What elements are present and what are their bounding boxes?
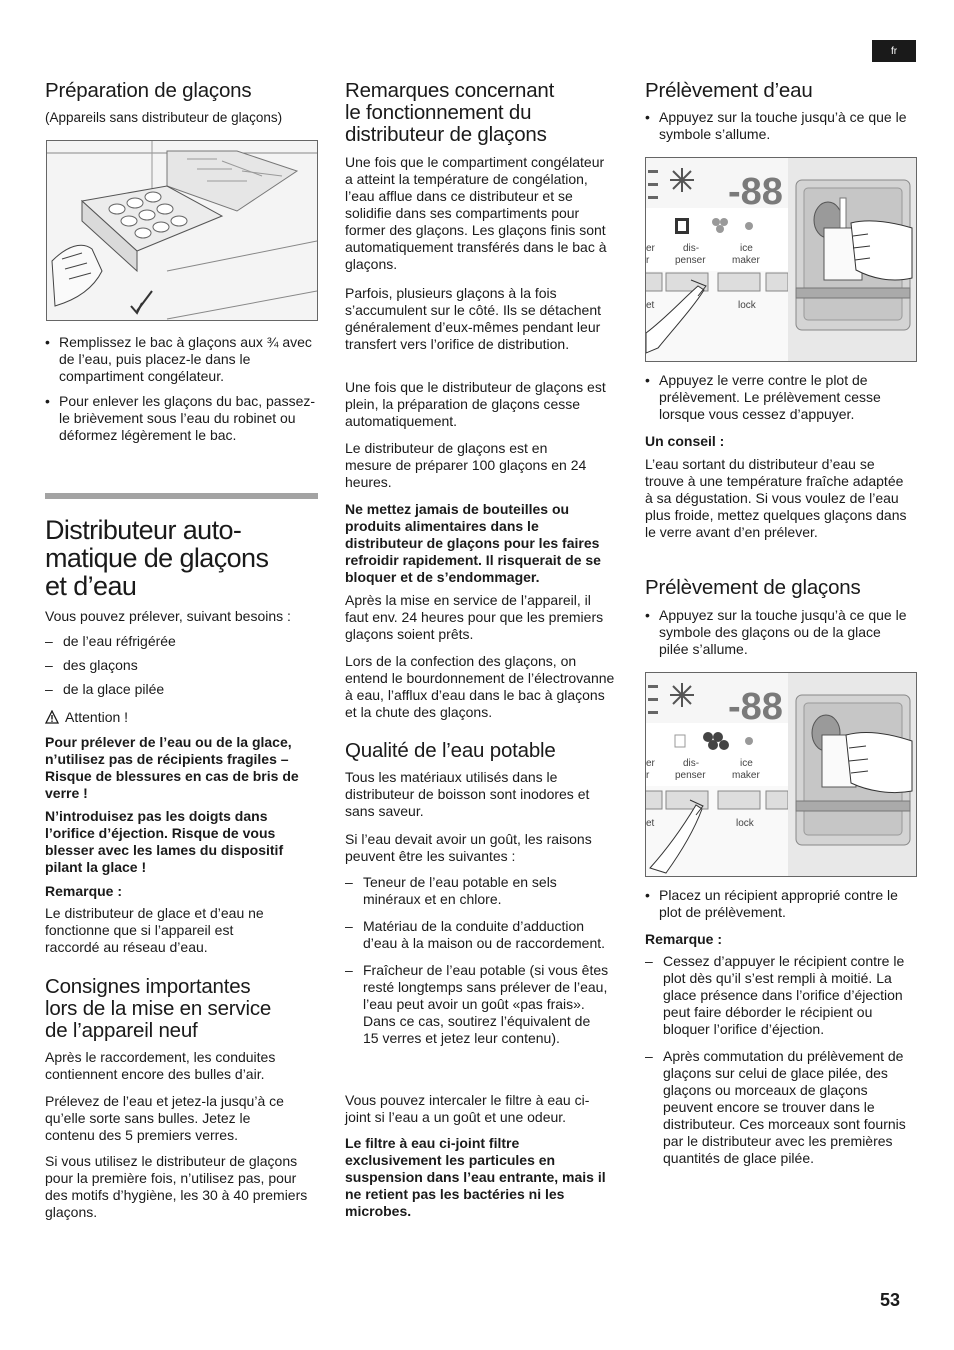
language-label: fr	[890, 45, 898, 57]
panel-lock-left: et	[646, 300, 655, 311]
panel-label-left-1: er	[646, 758, 655, 769]
list-item: • Appuyez le verre contre le plot de prélèvement. Le prélèvement cesse lorsque vous cessez d’appuyer.	[645, 372, 907, 423]
main-title-line-1: Distributeur auto-	[45, 515, 242, 545]
main-title-line-2: matique de glaçons	[45, 543, 269, 573]
qualite-filter-bold: Le filtre à eau ci-joint filtre exclusivement les particules en suspension dans l’eau entrante, mais il ne retient pas les bactéries ni les microbes.	[345, 1135, 606, 1219]
preparation-bullets	[45, 334, 317, 444]
ice-dispense-drawing	[646, 673, 916, 876]
water-dispense-illustration	[645, 157, 917, 362]
list-item: – de l’eau réfrigérée	[45, 633, 317, 650]
list-item: • Appuyez sur la touche jusqu’à ce que le symbole des glaçons ou de la glace pilée s’allume.	[645, 607, 913, 658]
panel-label-icemaker-1: ice	[740, 758, 753, 769]
section-title-remarques-2: le fonctionnement du	[345, 101, 532, 124]
remarques-paragraph-2: Parfois, plusieurs glaçons à la fois s’accumulent sur le côté. Ils se détachent généralement d’eux-mêmes pendant leur transfert vers l’orifice de distribution.	[345, 285, 602, 352]
panel-label-icemaker-2: maker	[732, 255, 760, 266]
language-tab	[872, 40, 916, 62]
section-title-eau: Prélèvement d’eau	[645, 79, 813, 102]
remarques-paragraph-1: Une fois que le compartiment congélateur a atteint la température de congélation, l’eau afflue dans ce distributeur et se solidifie dans ses compartiments pour former des glaçons. Les glaçons finis sont automatiquement transférés dans le bac à glaçons.	[345, 154, 607, 272]
panel-display-digits: -88	[728, 686, 783, 728]
panel-lock-right: lock	[738, 300, 756, 311]
remarque-label: Remarque :	[45, 883, 123, 899]
list-item: • Pour enlever les glaçons du bac, passez-le brièvement sous l’eau du robinet ou déformez légèrement le bac.	[45, 393, 317, 444]
remarque-text: Le distributeur de glace et d’eau ne fonctionne que si l’appareil est raccordé au réseau d’eau.	[45, 905, 264, 955]
main-title-line-3: et d’eau	[45, 571, 137, 601]
conseil-text: L’eau sortant du distributeur d’eau se trouve à une température fraîche adaptée à sa dégustation. Si vous voulez de l’eau plus froide, mettez quelques glaçons dans le verre avant d’en prélever.	[645, 456, 907, 540]
preparation-subtitle: (Appareils sans distributeur de glaçons)	[45, 110, 283, 125]
attention-label: Attention !	[65, 709, 129, 725]
list-item: • Placez un récipient approprié contre le plot de prélèvement.	[645, 887, 911, 921]
qualite-paragraph-3: Vous pouvez intercaler le filtre à eau ci-joint si l’eau a un goût et une odeur.	[345, 1092, 590, 1125]
glacons-bullets-1	[645, 607, 913, 658]
section-title-preparation: Préparation de glaçons	[45, 79, 252, 102]
list-item: – des glaçons	[45, 657, 317, 674]
list-item: – Cessez d’appuyer le récipient contre le plot dès qu’il s’est rempli à moitié. La glace présence dans l’orifice d’éjection peut faire déborder le récipient ou bloquer l’orifice d’éjection.	[645, 953, 917, 1038]
qualite-reasons	[345, 874, 609, 1047]
list-item: – Après commutation du prélèvement de glaçons sur celui de glace pilée, des glaçons ou morceaux de glaçons peuvent encore se trouver dans le distributeur. Ces morceaux sont fournis par le distributeur avec les premières quantités de glace pilée.	[645, 1048, 917, 1167]
eau-bullets-1	[645, 109, 907, 143]
qualite-paragraph-2: Si l’eau devait avoir un goût, les raisons peuvent être les suivantes :	[345, 831, 592, 864]
panel-lock-right: lock	[736, 818, 754, 829]
ice-dispense-illustration	[645, 672, 917, 877]
warning-triangle-icon	[45, 710, 59, 724]
panel-label-dispenser-1: dis-	[683, 758, 700, 769]
panel-label-dispenser-1: dis-	[683, 243, 700, 254]
attention-heading	[45, 709, 128, 726]
section-title-glacons: Prélèvement de glaçons	[645, 576, 861, 599]
consignes-paragraph-1: Après le raccordement, les conduites contiennent encore des bulles d’air.	[45, 1049, 276, 1082]
section-title-remarques-3: distributeur de glaçons	[345, 123, 547, 146]
consignes-paragraph-2: Prélevez de l’eau et jetez-la jusqu’à ce qu’elle sorte sans bulles. Jetez le contenu des 5 premiers verres.	[45, 1093, 284, 1143]
section-title-consignes-3: de l’appareil neuf	[45, 1019, 198, 1042]
list-item: • Appuyez sur la touche jusqu’à ce que le symbole s’allume.	[645, 109, 907, 143]
page-number: 53	[880, 1290, 901, 1310]
list-item: – de la glace pilée	[45, 681, 317, 698]
list-item: – Teneur de l’eau potable en sels minéraux et en chlore.	[345, 874, 609, 908]
remarques-paragraph-3: Une fois que le distributeur de glaçons est plein, la préparation de glaçons cesse automatiquement.	[345, 379, 606, 429]
remarque-label-right: Remarque :	[645, 931, 723, 947]
section-title-remarques-1: Remarques concernant	[345, 79, 555, 102]
consignes-paragraph-3: Si vous utilisez le distributeur de glaçons pour la première fois, n’utilisez pas, pour des motifs d’hygiène, les 30 à 40 premiers glaçons.	[45, 1153, 308, 1220]
panel-label-icemaker-1: ice	[740, 243, 753, 254]
list-item: • Remplissez le bac à glaçons aux ¾ avec de l’eau, puis placez-le dans le compartiment congélateur.	[45, 334, 317, 385]
section-title-consignes-2: lors de la mise en service	[45, 997, 272, 1020]
panel-label-left-1: er	[646, 243, 655, 254]
list-item: – Fraîcheur de l’eau potable (si vous êtes resté longtemps sans prélever de l’eau, l’eau peut avoir un goût «pas frais». Dans ce cas, soutirez l’équivalent de 15 verres et jetez leur contenu).	[345, 962, 609, 1047]
distributeur-options	[45, 633, 317, 698]
remarque-items-right	[645, 953, 917, 1167]
list-item: – Matériau de la conduite d’adduction d’eau à la maison ou de raccordement.	[345, 918, 609, 952]
water-dispense-drawing	[646, 158, 916, 361]
ice-tray-drawing	[47, 141, 317, 320]
section-title-qualite: Qualité de l’eau potable	[345, 739, 556, 762]
ice-tray-illustration	[46, 140, 318, 321]
remarques-paragraph-6: Après la mise en service de l’appareil, il faut env. 24 heures pour que les premiers glaçons soient prêts.	[345, 592, 604, 642]
panel-lock-left: et	[646, 818, 655, 829]
attention-paragraph-1: Pour prélever de l’eau ou de la glace, n’utilisez pas de récipients fragiles – Risque de blessures en cas de bris de verre !	[45, 734, 299, 801]
conseil-label: Un conseil :	[645, 433, 725, 449]
panel-label-icemaker-2: maker	[732, 770, 760, 781]
attention-paragraph-2: N’introduisez pas les doigts dans l’orifice d’éjection. Risque de vous blesser avec les lames du dispositif pilant la glace !	[45, 808, 284, 875]
glacons-bullets-2	[645, 887, 911, 921]
distributeur-intro: Vous pouvez prélever, suivant besoins :	[45, 608, 291, 624]
eau-bullets-2	[645, 372, 907, 423]
panel-label-left-2: r	[646, 255, 650, 266]
panel-label-dispenser-2: penser	[675, 770, 706, 781]
panel-label-dispenser-2: penser	[675, 255, 706, 266]
panel-label-left-2: r	[646, 770, 650, 781]
section-divider	[45, 493, 318, 499]
panel-display-digits: -88	[728, 171, 783, 213]
section-title-consignes-1: Consignes importantes	[45, 975, 251, 998]
remarques-paragraph-4: Le distributeur de glaçons est en mesure de préparer 100 glaçons en 24 heures.	[345, 440, 587, 490]
remarques-paragraph-7: Lors de la confection des glaçons, on entend le bourdonnement de l’électrovanne à eau, l’afflux d’eau dans le bac à glaçons et la chute des glaçons.	[345, 653, 615, 720]
qualite-paragraph-1: Tous les matériaux utilisés dans le distributeur de boisson sont inodores et sans saveur.	[345, 769, 590, 819]
remarques-warning-bold: Ne mettez jamais de bouteilles ou produits alimentaires dans le distributeur de glaçons pour les faires refroidir rapidement. Il risquerait de se bloquer et de s’endommager.	[345, 501, 601, 585]
